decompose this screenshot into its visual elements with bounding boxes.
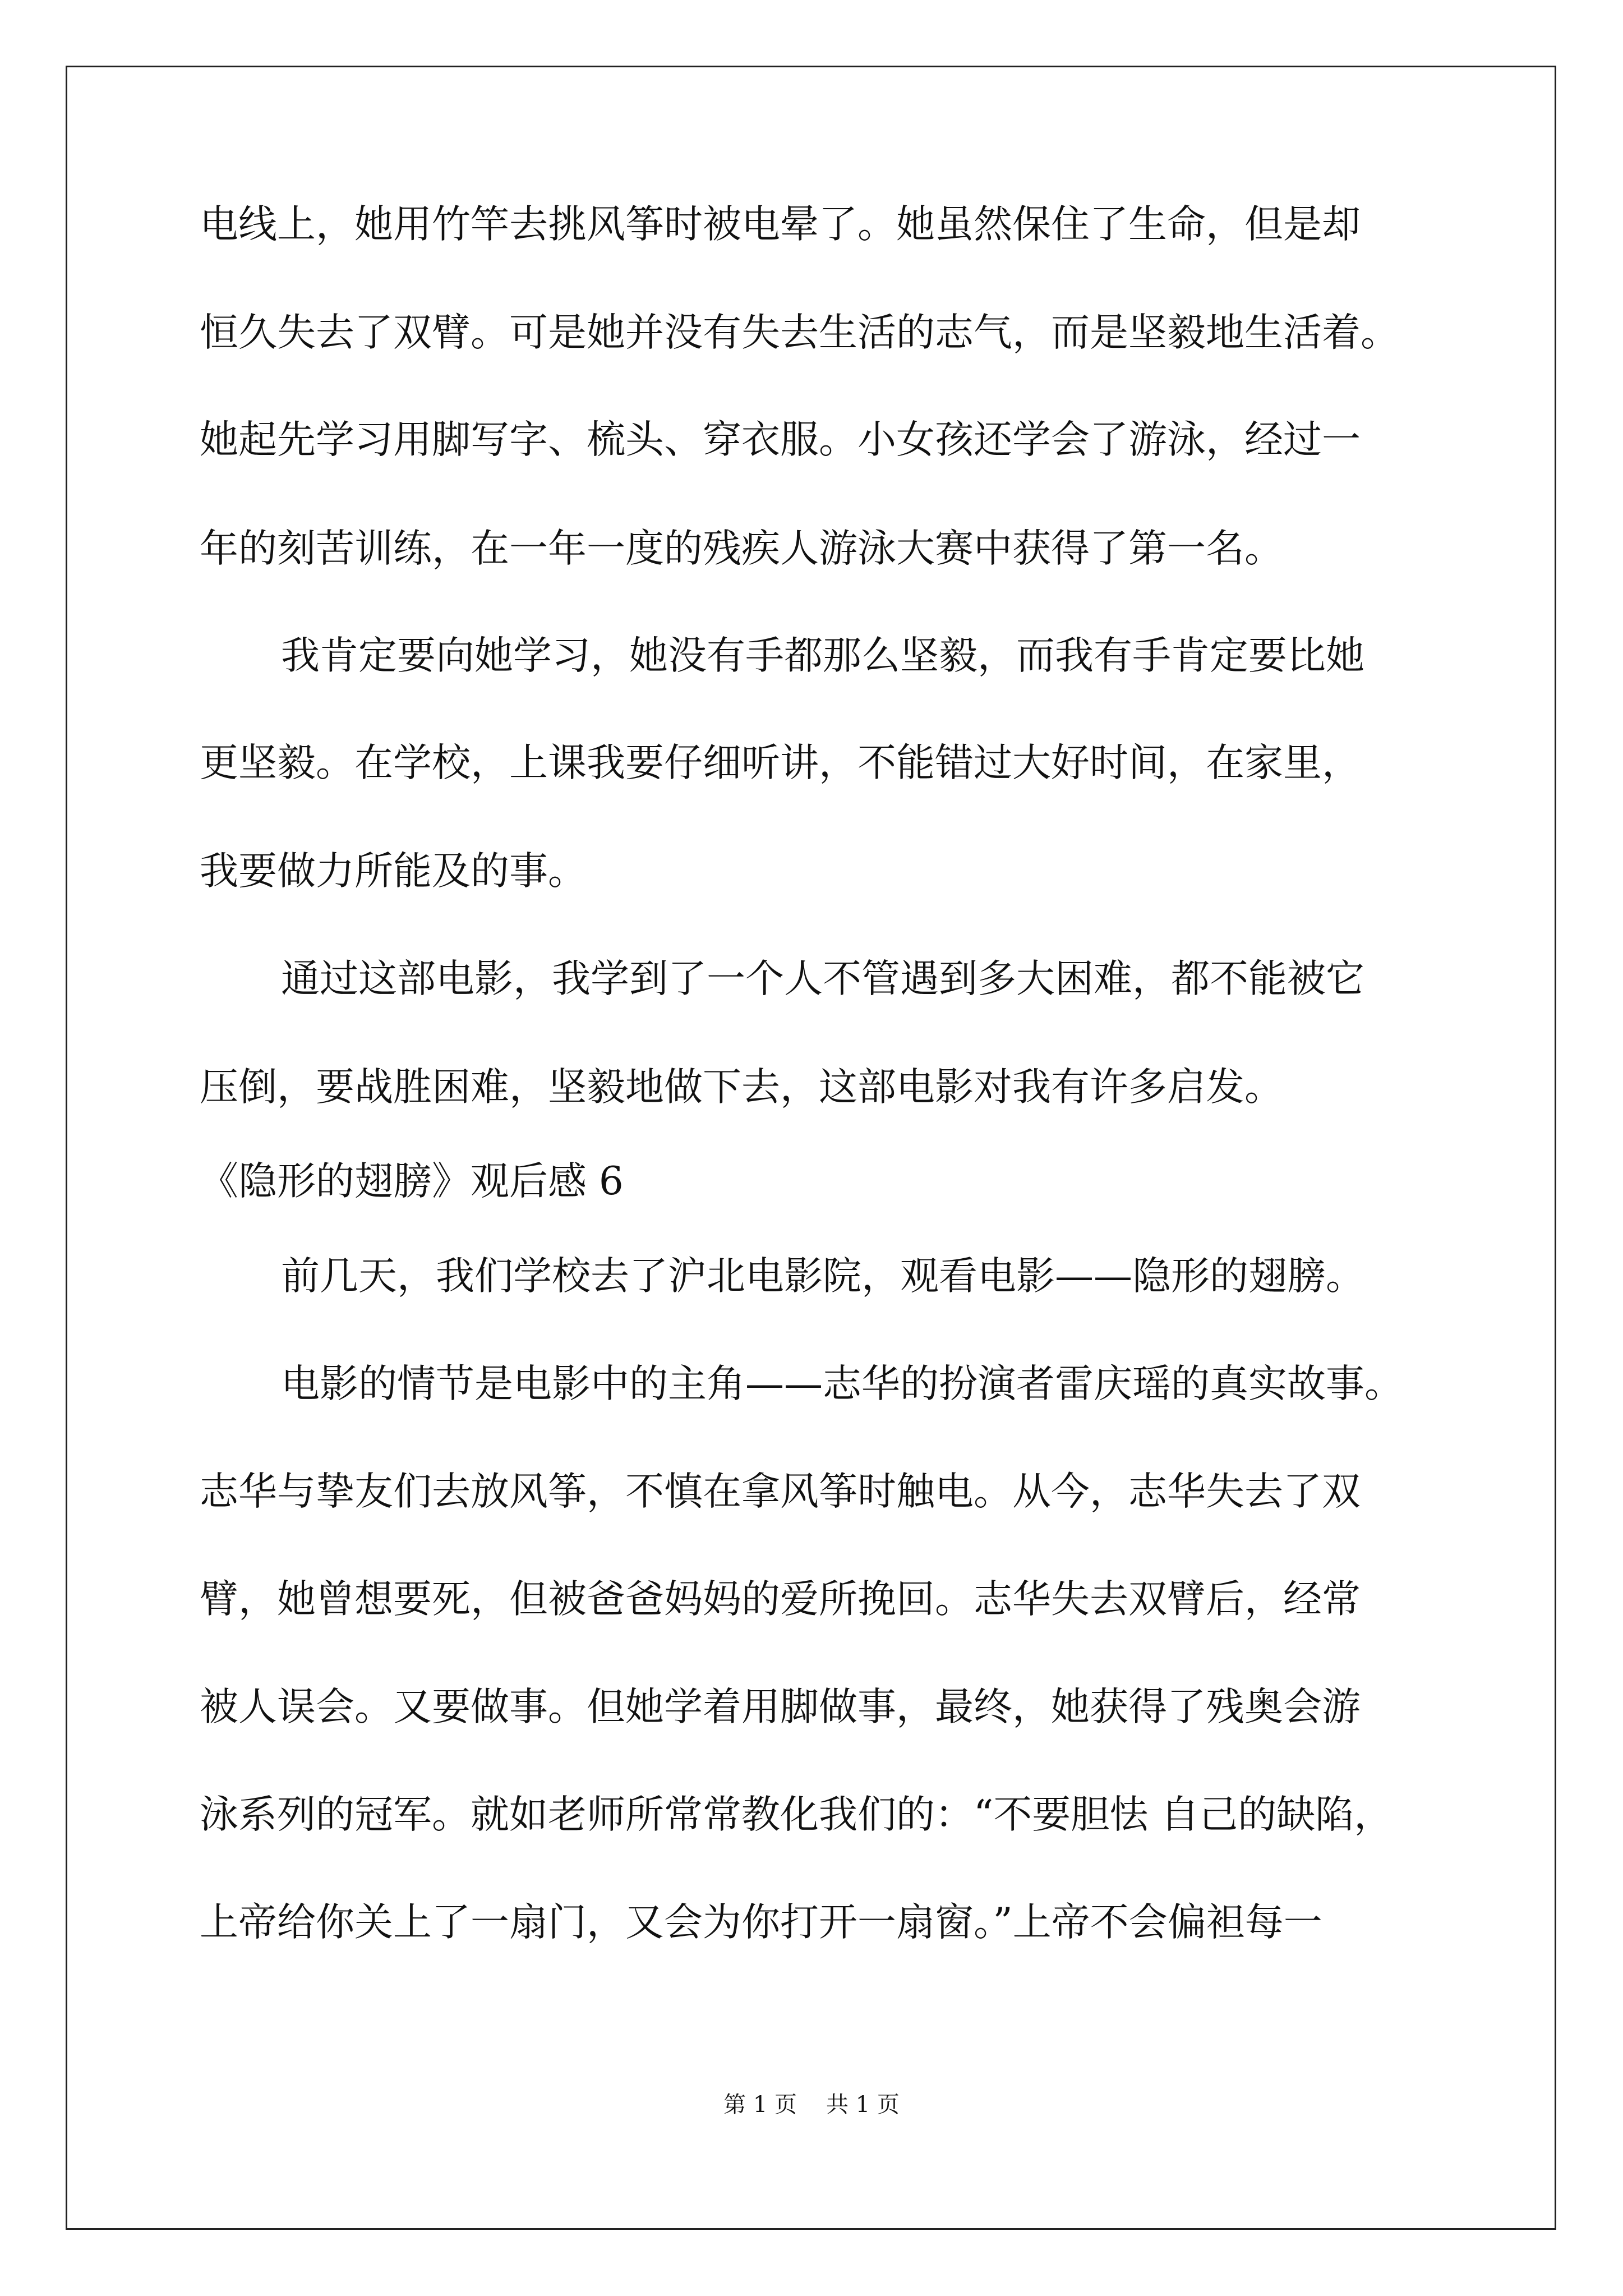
paragraph-line: 压倒，要战胜困难，坚毅地做下去，这部电影对我有许多启发。 (200, 1065, 1283, 1110)
paragraph-line: 臂，她曾想要死，但被爸爸妈妈的爱所挽回。志华失去双臂后，经常 (200, 1577, 1361, 1622)
page-number: 第 1 页 (723, 2092, 797, 2118)
paragraph-line: 被人误会。又要做事。但她学着用脚做事，最终，她获得了残奥会游 (200, 1685, 1361, 1729)
paragraph-line: 电影的情节是电影中的主角——志华的扮演者雷庆瑶的真实故事。 (281, 1361, 1403, 1406)
section-heading: 《隐形的翅膀》观后感 6 (200, 1159, 624, 1204)
paragraph-line: 恒久失去了双臂。可是她并没有失去生活的志气，而是坚毅地生活着。 (200, 310, 1399, 355)
paragraph-line: 她起先学习用脚写字、梳头、穿衣服。小女孩还学会了游泳，经过一 (200, 417, 1361, 462)
paragraph-line: 志华与挚友们去放风筝，不慎在拿风筝时触电。从今，志华失去了双 (200, 1469, 1361, 1514)
paragraph-line: 通过这部电影，我学到了一个人不管遇到多大困难，都不能被它 (281, 956, 1364, 1001)
paragraph-line: 年的刻苦训练，在一年一度的残疾人游泳大赛中获得了第一名。 (200, 526, 1283, 571)
paragraph-line: 电线上，她用竹竿去挑风筝时被电晕了。她虽然保住了生命，但是却 (200, 202, 1361, 247)
paragraph-line: 更坚毅。在学校，上课我要仔细听讲，不能错过大好时间，在家里， (200, 740, 1361, 785)
paragraph-line: 泳系列的冠军。就如老师所常常教化我们的：“不要胆怯 自己的缺陷， (200, 1792, 1393, 1837)
paragraph-line: 上帝给你关上了一扇门，又会为你打开一扇窗。”上帝不会偏袒每一 (200, 1900, 1322, 1945)
page-total: 共 1 页 (826, 2092, 900, 2118)
paragraph-line: 前几天，我们学校去了沪北电影院，观看电影——隐形的翅膀。 (281, 1254, 1364, 1299)
page-footer (0, 2088, 1623, 2122)
paragraph-line: 我要做力所能及的事。 (200, 849, 587, 894)
paragraph-line: 我肯定要向她学习，她没有手都那么坚毅，而我有手肯定要比她 (281, 633, 1364, 678)
